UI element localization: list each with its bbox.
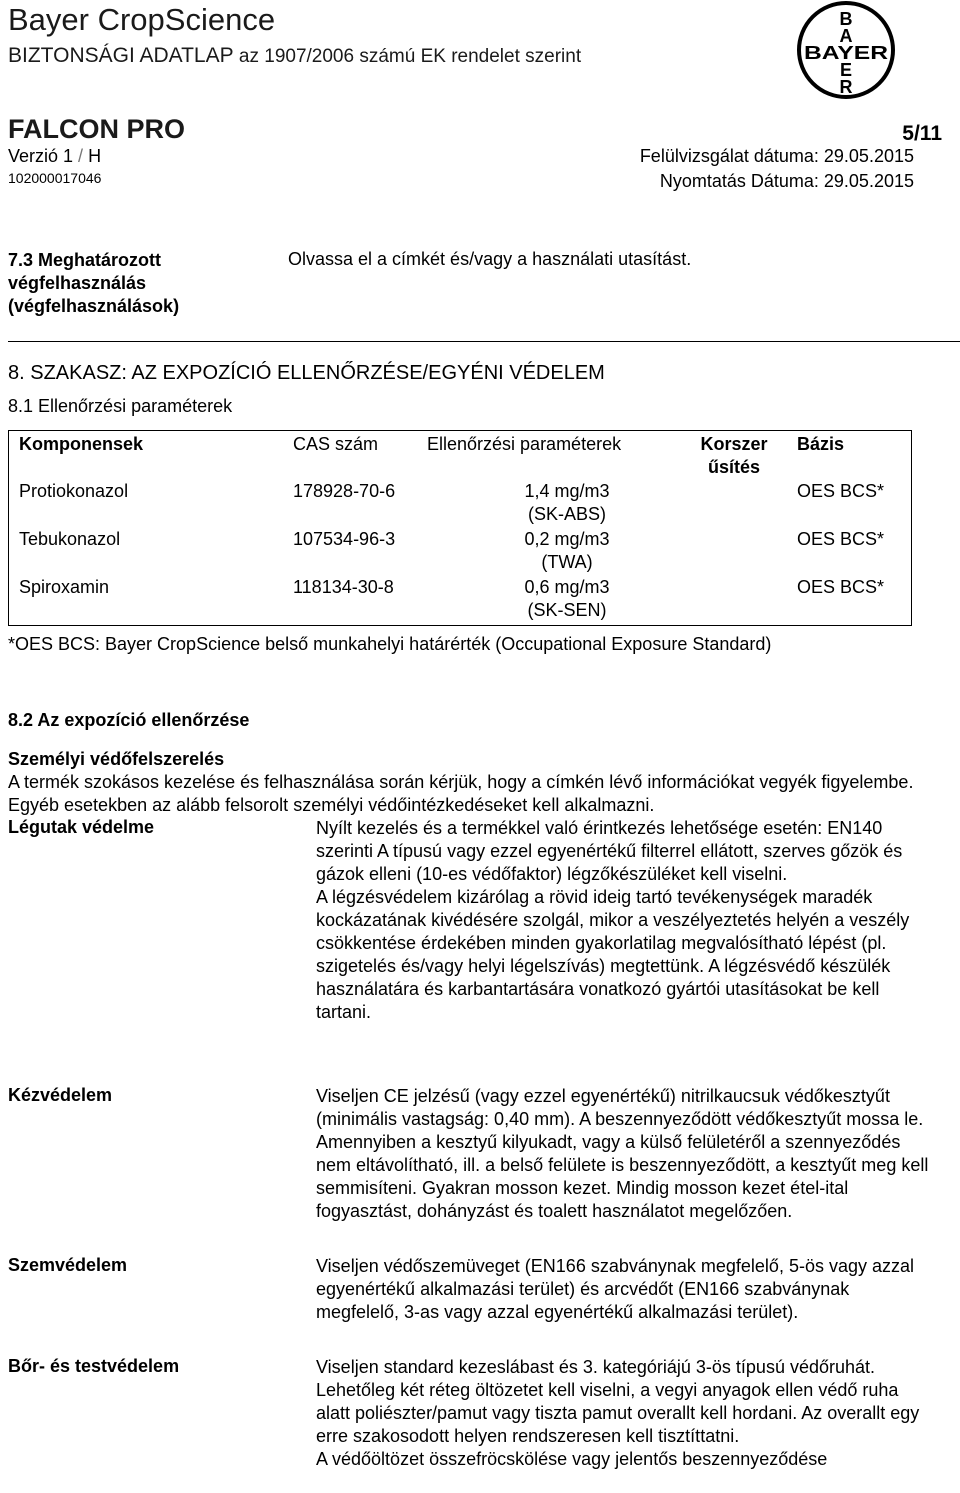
hand-protection-label: Kézvédelem <box>8 1085 113 1105</box>
version-prefix: Verzió 1 <box>8 146 74 166</box>
section-8-1-title: 8.1 Ellenőrzési paraméterek <box>8 396 233 416</box>
version-suffix: H <box>88 146 102 166</box>
page-number: 5/11 <box>902 122 942 145</box>
paragraph: Viseljen standard kezeslábast és 3. kategóriájú 3-ös típusú védőruhát. <box>316 1357 876 1377</box>
product-name: FALCON PRO <box>8 114 186 144</box>
table-cell-params <box>477 480 657 526</box>
paragraph: A légzésvédelem kizárólag a rövid ideig tartó tevékenységek maradék kockázatának kivédésére szolgál, mikor a veszélyeztetés helyén a veszély csökkentése érdekében minden gyakorlatilag megvalósítható lépést (pl. szigetelés és/vagy helyi légelszívás) megtettünk. A légzésvédő készülék használatára és karbantartására vonatkozó gyártói utasításokat be kell tartani. <box>316 887 910 1022</box>
table-cell-cas: 178928-70-6 <box>293 481 396 501</box>
ppe-intro-text: A termék szokásos kezelése és felhasználása során kérjük, hogy a címkén lévő információkat vegyék figyelembe. Egyéb esetekben az alább felsorolt személyi védőintézkedéseket kell alkalmazni. <box>8 772 914 815</box>
document-number: 102000017046 <box>8 170 102 186</box>
table-cell-basis: OES BCS* <box>797 577 885 597</box>
section-8-2-title: 8.2 Az expozíció ellenőrzése <box>8 710 250 730</box>
section-8-title: 8. SZAKASZ: AZ EXPOZÍCIÓ ELLENŐRZÉSE/EGYÉNI VÉDELEM <box>8 362 605 384</box>
skin-protection-label: Bőr- és testvédelem <box>8 1356 180 1376</box>
sds-title-line <box>8 44 581 68</box>
table-cell-component: Spiroxamin <box>19 577 110 597</box>
table-cell-value: 0,2 mg/m3 <box>524 529 610 549</box>
table-cell-basis: OES BCS* <box>797 529 885 549</box>
section-7-3-label-line: 7.3 Meghatározott <box>8 250 162 270</box>
table-cell-value: 0,6 mg/m3 <box>524 577 610 597</box>
exposure-limits-table <box>8 430 912 626</box>
table-cell-params <box>477 576 657 622</box>
logo-word-bayer: BAYER <box>804 43 888 63</box>
paragraph: Viseljen CE jelzésű (vagy ezzel egyenértékű) nitrilkaucsuk védőkesztyűt (minimális vastagság: 0,40 mm). A beszennyeződött védőkesztyűt mossa le. Amennyiben a kesztyű kilyukadt, vagy a külső felületéről a szennyeződés nem eltávolítható, ill. a belső felülete is beszennyeződött, a kesztyűt meg kell semmisíteni. Gyakran mosson kezet. Mindig mosson kezet étel-ital fogyasztást, dohányzást és toalett használatot megelőzően. <box>316 1086 929 1221</box>
logo-letter-a: A <box>839 26 853 46</box>
eye-protection-text <box>316 1255 936 1324</box>
section-7-3-label-line: (végfelhasználások) <box>8 296 180 316</box>
respiratory-protection-text <box>316 817 936 1024</box>
col-header-component: Komponensek <box>19 434 144 454</box>
revision-date: Felülvizsgálat dátuma: 29.05.2015 <box>639 146 914 166</box>
paragraph: A védőöltözet összefröcskölése vagy jelentős beszennyeződése <box>316 1449 828 1469</box>
table-cell-value: 1,4 mg/m3 <box>524 481 610 501</box>
table-cell-params <box>477 528 657 574</box>
table-cell-type: (SK-ABS) <box>527 504 606 524</box>
print-date: Nyomtatás Dátuma: 29.05.2015 <box>659 171 914 191</box>
table-cell-cas: 118134-30-8 <box>293 577 394 597</box>
table-cell-cas: 107534-96-3 <box>293 529 396 549</box>
paragraph: Nyílt kezelés és a termékkel való érintkezés lehetősége esetén: EN140 szerinti A típusú vagy ezzel egyenértékű filterrel ellátott, szerves gőzök és gázok elleni (10-es védőfaktor) légzőkészüléket kell viselni. <box>316 818 903 884</box>
section-7-3-label <box>8 249 179 318</box>
logo-letter-b: B <box>839 9 853 29</box>
paragraph: Viseljen védőszemüveget (EN166 szabványnak megfelelő, 5-ös vagy azzal egyenértékű alkalmazási terület) és arcvédőt (EN166 szabványnak megfelelő, 3-as vagy azzal egyenértékű alkalmazási terület). <box>316 1256 914 1322</box>
logo-letter-r: R <box>839 77 853 97</box>
section-7-3-text: Olvassa el a címkét és/vagy a használati utasítást. <box>288 249 692 269</box>
col-header-update <box>689 433 779 479</box>
col-header-params: Ellenőrzési paraméterek <box>427 434 622 454</box>
table-cell-component: Tebukonazol <box>19 529 121 549</box>
paragraph: Lehetőleg két réteg öltözetet kell viselni, a vegyi anyagok ellen védő ruha alatt poliészter/pamut vagy tiszta pamut overallt kell hordani. Az overallt egy erre szakosodott helyen rendszeresen kell tisztíttatni. <box>316 1380 920 1446</box>
table-cell-component: Protiokonazol <box>19 481 129 501</box>
col-header-update-line: űsítés <box>707 457 761 477</box>
table-footnote: *OES BCS: Bayer CropScience belső munkahelyi határérték (Occupational Exposure Standard) <box>8 634 772 654</box>
col-header-update-line: Korszer <box>700 434 768 454</box>
ppe-heading: Személyi védőfelszerelés <box>8 749 225 769</box>
col-header-cas: CAS szám <box>293 434 379 454</box>
logo-letter-e: E <box>839 60 853 80</box>
bayer-cross-logo <box>796 0 896 100</box>
sds-title: BIZTONSÁGI ADATLAP <box>8 44 234 67</box>
version-line <box>8 146 101 167</box>
table-cell-type: (TWA) <box>541 552 593 572</box>
table-cell-basis: OES BCS* <box>797 481 885 501</box>
section-7-3-label-line: végfelhasználás <box>8 273 147 293</box>
eye-protection-label: Szemvédelem <box>8 1255 128 1275</box>
section-divider <box>8 341 960 342</box>
skin-protection-text <box>316 1356 936 1471</box>
respiratory-protection-label: Légutak védelme <box>8 817 155 837</box>
version-separator: / <box>73 146 89 166</box>
regulation-text: az 1907/2006 számú EK rendelet szerint <box>238 46 582 67</box>
col-header-basis: Bázis <box>797 434 845 454</box>
hand-protection-text <box>316 1085 936 1223</box>
table-cell-type: (SK-SEN) <box>527 600 607 620</box>
brand-name: Bayer CropScience <box>8 2 276 37</box>
